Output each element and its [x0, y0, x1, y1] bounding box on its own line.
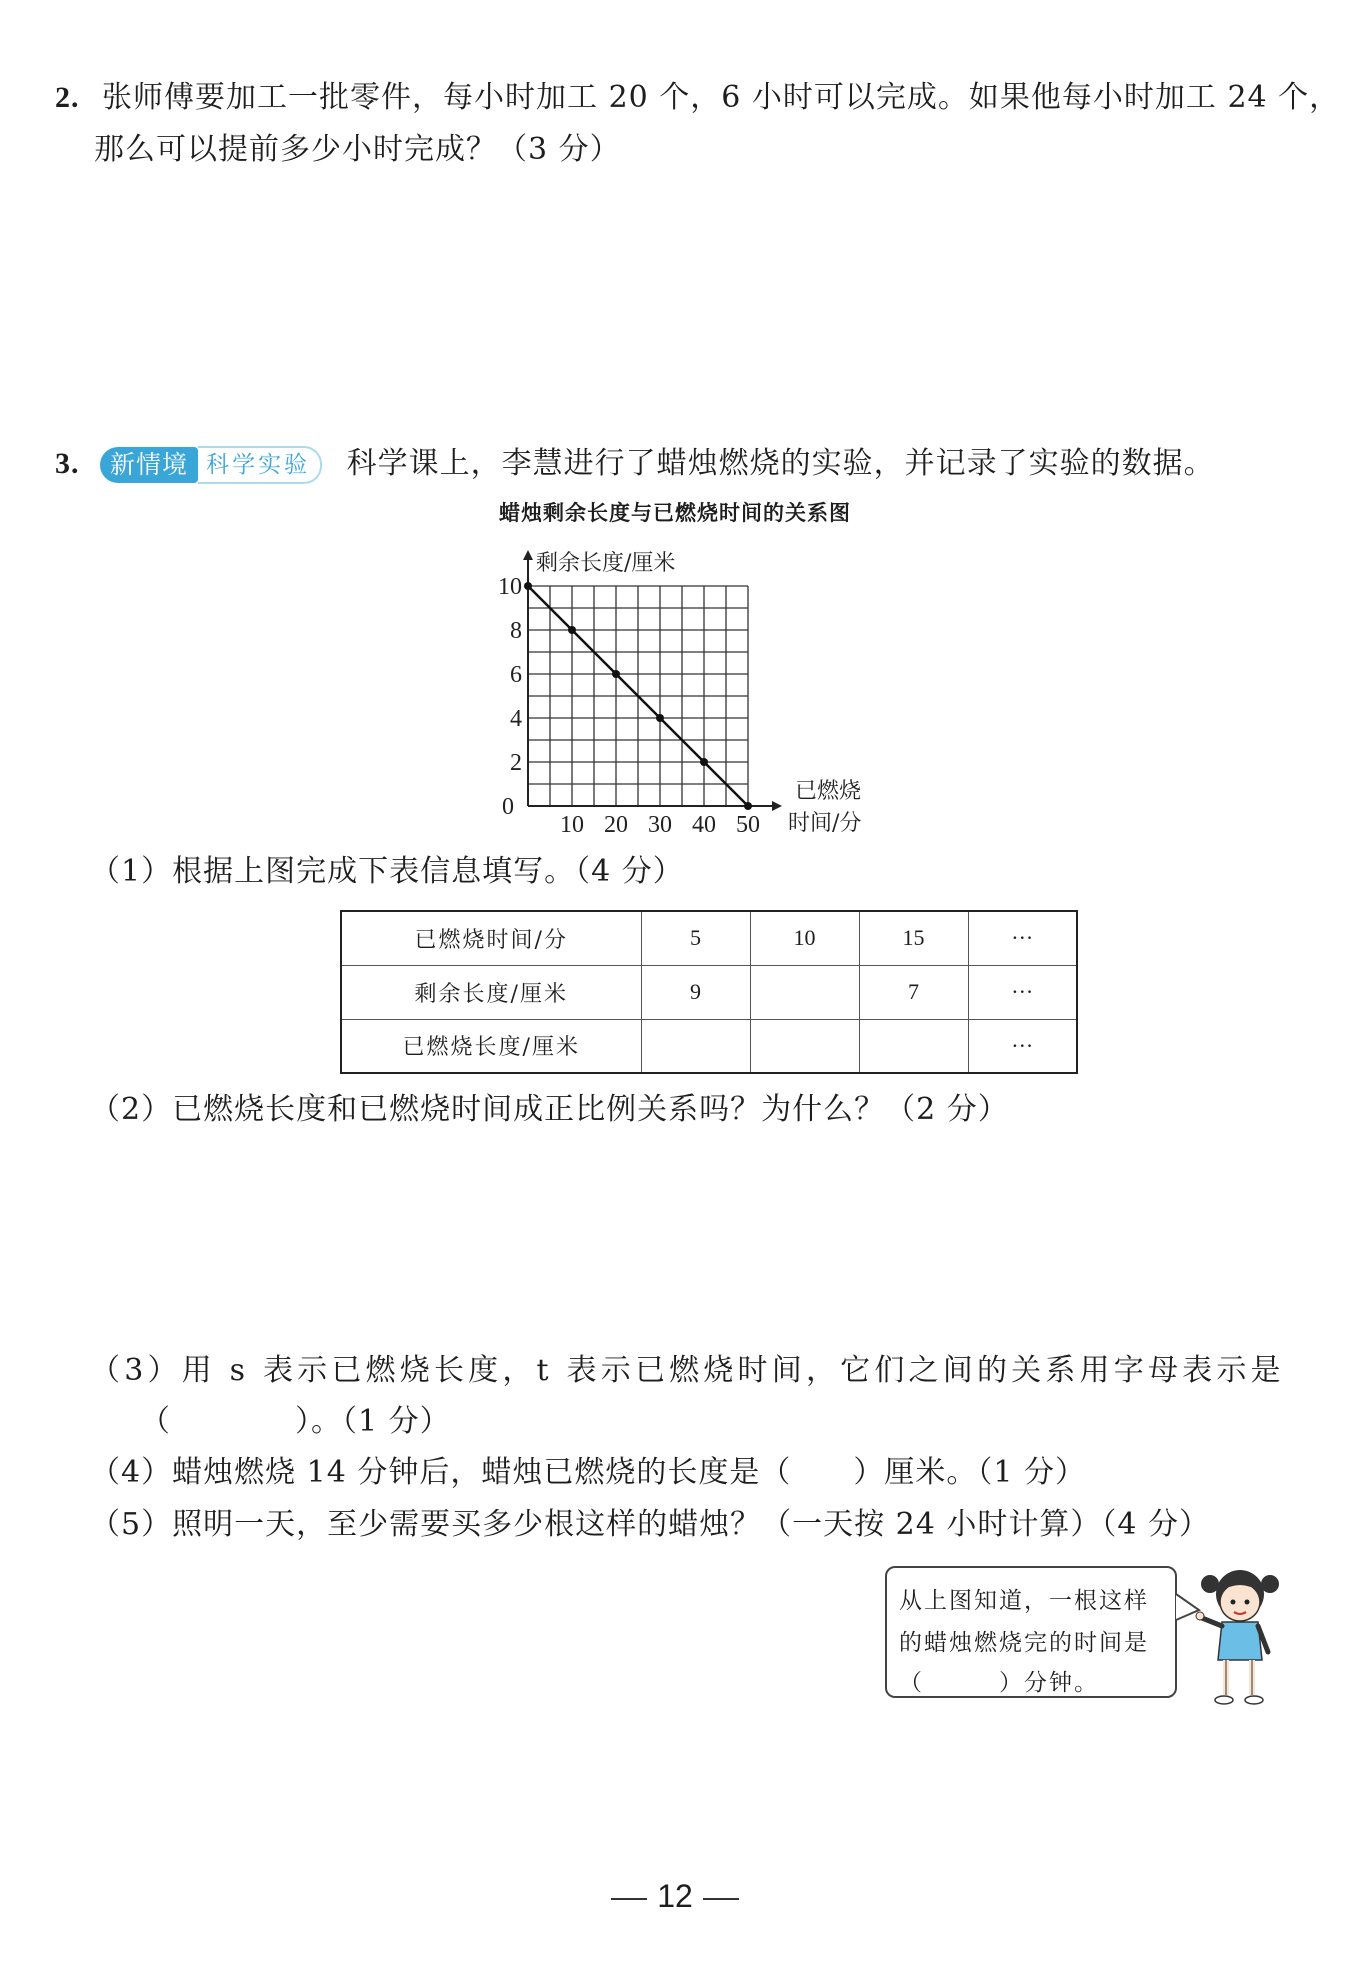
- data-point: [612, 670, 620, 678]
- table-cell: ···: [968, 911, 1077, 965]
- hint-line3: （ ）分钟。: [899, 1670, 1099, 1696]
- sub-question-3-line2: （ ）。（1 分）: [140, 1404, 451, 1439]
- chart-title: 蜡烛剩余长度与已燃烧时间的关系图: [499, 501, 851, 525]
- y-axis-arrow: [523, 550, 533, 560]
- info-table: [340, 910, 1078, 1074]
- y-tick-label: 8: [510, 618, 522, 644]
- table-blank-cell[interactable]: [641, 1019, 750, 1073]
- page-number-dash-right: [703, 1898, 739, 1900]
- data-point: [744, 802, 752, 810]
- hint-line2: 的蜡烛燃烧完的时间是: [899, 1630, 1149, 1656]
- x-axis-label-line2: 时间/分: [788, 811, 862, 836]
- table-cell: ···: [968, 965, 1077, 1019]
- table-blank-cell[interactable]: [859, 1019, 968, 1073]
- page-number: [0, 1878, 1350, 1915]
- table-cell: 5: [641, 911, 750, 965]
- x-tick-label: 10: [560, 812, 584, 838]
- table-cell: 10: [750, 911, 859, 965]
- table-row-header: 已燃烧长度/厘米: [341, 1019, 641, 1073]
- table-cell: 9: [641, 965, 750, 1019]
- table-blank-cell[interactable]: [750, 1019, 859, 1073]
- sub-question-5: （5）照明一天，至少需要买多少根这样的蜡烛？（一天按 24 小时计算）（4 分）: [90, 1507, 1210, 1542]
- x-tick-label: 20: [604, 812, 628, 838]
- y-tick-label: 2: [510, 750, 522, 776]
- chart-ticks: [498, 574, 760, 838]
- table-row-header: 已燃烧时间/分: [341, 911, 641, 965]
- chart-axes: [523, 550, 782, 811]
- girl-cartoon-icon: [1192, 1560, 1287, 1710]
- question-3: [55, 438, 1215, 490]
- table-cell: 7: [859, 965, 968, 1019]
- sub-question-2: （2）已燃烧长度和已燃烧时间成正比例关系吗？为什么？（2 分）: [90, 1092, 1009, 1127]
- origin-label: 0: [502, 794, 514, 820]
- question-2-line2: 那么可以提前多少小时完成？（3 分）: [94, 132, 621, 167]
- table-row: [341, 911, 1077, 965]
- question-text-line1: 张师傅要加工一批零件，每小时加工 20 个，6 小时可以完成。如果他每小时加工 24 个，: [102, 80, 1341, 115]
- context-badge: [100, 445, 322, 485]
- badge-new-context: 新情境: [100, 447, 198, 483]
- data-point: [700, 758, 708, 766]
- x-axis-arrow: [772, 801, 782, 811]
- data-point: [524, 582, 532, 590]
- sub-question-3-line1: （3）用 s 表示已燃烧长度，t 表示已燃烧时间，它们之间的关系用字母表示是: [90, 1353, 1285, 1388]
- table-cell: 15: [859, 911, 968, 965]
- y-tick-label: 6: [510, 662, 522, 688]
- x-tick-label: 40: [692, 812, 716, 838]
- table-row: [341, 965, 1077, 1019]
- sub-question-4: （4）蜡烛燃烧 14 分钟后，蜡烛已燃烧的长度是（ ）厘米。（1 分）: [90, 1455, 1086, 1490]
- table-cell: ···: [968, 1019, 1077, 1073]
- table-row: [341, 1019, 1077, 1073]
- question-intro: 科学课上，李慧进行了蜡烛燃烧的实验，并记录了实验的数据。: [346, 446, 1215, 481]
- y-axis-label: 剩余长度/厘米: [536, 551, 676, 576]
- hint-speech-bubble: [885, 1566, 1177, 1698]
- line-chart: [480, 540, 900, 840]
- data-point: [568, 626, 576, 634]
- question-2: [55, 72, 1340, 124]
- y-tick-label: 4: [510, 706, 522, 732]
- question-number: 2.: [55, 81, 80, 114]
- table-row-header: 剩余长度/厘米: [341, 965, 641, 1019]
- page-number-dash-left: [611, 1898, 647, 1900]
- page-number-value: 12: [657, 1878, 693, 1914]
- hint-line1: 从上图知道，一根这样: [899, 1588, 1149, 1614]
- question-number: 3.: [55, 447, 80, 480]
- x-tick-label: 30: [648, 812, 672, 838]
- x-tick-label: 50: [736, 812, 760, 838]
- data-point: [656, 714, 664, 722]
- sub-question-1: （1）根据上图完成下表信息填写。（4 分）: [90, 854, 684, 889]
- y-tick-label: 10: [498, 574, 522, 600]
- table-blank-cell[interactable]: [750, 965, 859, 1019]
- x-axis-label-line1: 已燃烧: [795, 779, 862, 804]
- badge-science-experiment: 科学实验: [198, 446, 322, 484]
